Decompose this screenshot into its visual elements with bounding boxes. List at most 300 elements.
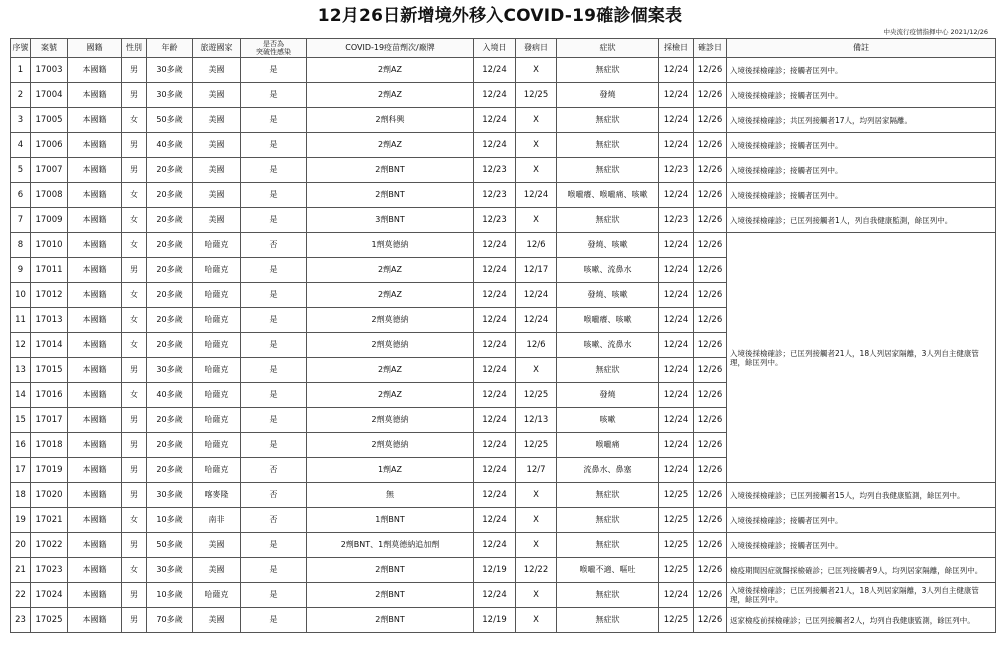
- case-number-cell: 17020: [31, 483, 68, 508]
- country-cell: 美國: [193, 108, 241, 133]
- breakthrough-cell: 是: [241, 183, 307, 208]
- age-cell: 20多歲: [147, 283, 193, 308]
- sample-date-cell: 12/24: [659, 308, 694, 333]
- nationality-cell: 本國籍: [68, 208, 122, 233]
- sample-date-cell: 12/23: [659, 208, 694, 233]
- symptom-cell: 喉嚨癢、喉嚨痛、咳嗽: [557, 183, 659, 208]
- sex-cell: 男: [122, 58, 147, 83]
- vaccine-cell: 1劑BNT: [307, 508, 474, 533]
- age-cell: 30多歲: [147, 483, 193, 508]
- symptom-cell: 無症狀: [557, 108, 659, 133]
- sample-date-cell: 12/24: [659, 58, 694, 83]
- sample-date-cell: 12/24: [659, 458, 694, 483]
- symptom-cell: 喉嚨痛: [557, 433, 659, 458]
- table-row: [11, 208, 996, 233]
- note-cell: 入境後採檢確診；接觸者匡列中。: [727, 508, 996, 533]
- entry-date-cell: 12/24: [474, 108, 516, 133]
- nationality-cell: 本國籍: [68, 608, 122, 633]
- country-cell: 哈薩克: [193, 333, 241, 358]
- table-row: [11, 558, 996, 583]
- case-number-cell: 17011: [31, 258, 68, 283]
- symptom-cell: 喉嚨不適、嘔吐: [557, 558, 659, 583]
- vaccine-cell: 2劑BNT: [307, 583, 474, 608]
- sex-cell: 男: [122, 458, 147, 483]
- age-cell: 40多歲: [147, 383, 193, 408]
- symptom-cell: 咳嗽、流鼻水: [557, 258, 659, 283]
- sample-date-cell: 12/25: [659, 508, 694, 533]
- entry-date-cell: 12/24: [474, 408, 516, 433]
- note-cell: 入境後採檢確診；接觸者匡列中。: [727, 133, 996, 158]
- age-cell: 70多歲: [147, 608, 193, 633]
- vaccine-cell: 2劑AZ: [307, 383, 474, 408]
- seq-cell: 11: [11, 308, 31, 333]
- symptom-cell: 無症狀: [557, 158, 659, 183]
- breakthrough-cell: 是: [241, 558, 307, 583]
- confirm-date-cell: 12/26: [694, 183, 727, 208]
- col-header-breakthrough: 是否為 突破性感染: [241, 39, 307, 58]
- case-number-cell: 17012: [31, 283, 68, 308]
- sex-cell: 男: [122, 83, 147, 108]
- onset-date-cell: 12/6: [516, 233, 557, 258]
- sex-cell: 女: [122, 383, 147, 408]
- sample-date-cell: 12/24: [659, 583, 694, 608]
- case-number-cell: 17013: [31, 308, 68, 333]
- country-cell: 哈薩克: [193, 283, 241, 308]
- case-number-cell: 17007: [31, 158, 68, 183]
- onset-date-cell: 12/25: [516, 383, 557, 408]
- country-cell: 美國: [193, 158, 241, 183]
- case-number-cell: 17008: [31, 183, 68, 208]
- breakthrough-cell: 是: [241, 58, 307, 83]
- confirm-date-cell: 12/26: [694, 433, 727, 458]
- country-cell: 美國: [193, 208, 241, 233]
- seq-cell: 5: [11, 158, 31, 183]
- breakthrough-cell: 是: [241, 608, 307, 633]
- sex-cell: 男: [122, 533, 147, 558]
- confirm-date-cell: 12/26: [694, 408, 727, 433]
- table-row: [11, 83, 996, 108]
- country-cell: 哈薩克: [193, 383, 241, 408]
- confirm-date-cell: 12/26: [694, 83, 727, 108]
- seq-cell: 18: [11, 483, 31, 508]
- sample-date-cell: 12/24: [659, 333, 694, 358]
- sex-cell: 男: [122, 408, 147, 433]
- nationality-cell: 本國籍: [68, 258, 122, 283]
- age-cell: 20多歲: [147, 458, 193, 483]
- vaccine-cell: 2劑BNT: [307, 183, 474, 208]
- case-number-cell: 17005: [31, 108, 68, 133]
- onset-date-cell: X: [516, 208, 557, 233]
- breakthrough-cell: 否: [241, 233, 307, 258]
- age-cell: 20多歲: [147, 208, 193, 233]
- sample-date-cell: 12/24: [659, 108, 694, 133]
- confirm-date-cell: 12/26: [694, 233, 727, 258]
- sex-cell: 女: [122, 233, 147, 258]
- cases-body: [11, 58, 996, 633]
- onset-date-cell: X: [516, 608, 557, 633]
- sample-date-cell: 12/24: [659, 83, 694, 108]
- entry-date-cell: 12/23: [474, 183, 516, 208]
- case-number-cell: 17009: [31, 208, 68, 233]
- sex-cell: 男: [122, 583, 147, 608]
- vaccine-cell: 2劑AZ: [307, 258, 474, 283]
- age-cell: 40多歲: [147, 133, 193, 158]
- case-number-cell: 17004: [31, 83, 68, 108]
- sex-cell: 女: [122, 208, 147, 233]
- sex-cell: 男: [122, 358, 147, 383]
- onset-date-cell: X: [516, 583, 557, 608]
- note-cell: 入境後採檢確診；已匡列接觸者1人，列自我健康監測，餘匡列中。: [727, 208, 996, 233]
- confirm-date-cell: 12/26: [694, 333, 727, 358]
- sex-cell: 男: [122, 483, 147, 508]
- symptom-cell: 發燒、咳嗽: [557, 283, 659, 308]
- nationality-cell: 本國籍: [68, 358, 122, 383]
- onset-date-cell: 12/25: [516, 433, 557, 458]
- col-header-vaccine: COVID-19疫苗劑次/廠牌: [307, 39, 474, 58]
- col-header-nationality: 國籍: [68, 39, 122, 58]
- sample-date-cell: 12/24: [659, 183, 694, 208]
- age-cell: 50多歲: [147, 108, 193, 133]
- table-row: [11, 483, 996, 508]
- vaccine-cell: 2劑BNT: [307, 158, 474, 183]
- table-row: [11, 533, 996, 558]
- symptom-cell: 無症狀: [557, 133, 659, 158]
- country-cell: 美國: [193, 133, 241, 158]
- breakthrough-cell: 否: [241, 508, 307, 533]
- entry-date-cell: 12/19: [474, 608, 516, 633]
- nationality-cell: 本國籍: [68, 433, 122, 458]
- case-number-cell: 17024: [31, 583, 68, 608]
- table-row: [11, 583, 996, 608]
- breakthrough-cell: 是: [241, 208, 307, 233]
- entry-date-cell: 12/19: [474, 558, 516, 583]
- vaccine-cell: 1劑莫德納: [307, 233, 474, 258]
- breakthrough-cell: 是: [241, 258, 307, 283]
- entry-date-cell: 12/24: [474, 483, 516, 508]
- vaccine-cell: 2劑BNT: [307, 558, 474, 583]
- entry-date-cell: 12/24: [474, 458, 516, 483]
- page-title: 12月26日新增境外移入COVID-19確診個案表: [317, 6, 683, 26]
- note-cell: 入境後採檢確診；接觸者匡列中。: [727, 158, 996, 183]
- nationality-cell: 本國籍: [68, 108, 122, 133]
- sample-date-cell: 12/24: [659, 408, 694, 433]
- seq-cell: 8: [11, 233, 31, 258]
- sample-date-cell: 12/25: [659, 483, 694, 508]
- seq-cell: 2: [11, 83, 31, 108]
- confirm-date-cell: 12/26: [694, 458, 727, 483]
- entry-date-cell: 12/24: [474, 83, 516, 108]
- sex-cell: 女: [122, 508, 147, 533]
- confirm-date-cell: 12/26: [694, 158, 727, 183]
- sample-date-cell: 12/25: [659, 533, 694, 558]
- age-cell: 20多歲: [147, 233, 193, 258]
- case-number-cell: 17023: [31, 558, 68, 583]
- seq-cell: 3: [11, 108, 31, 133]
- confirm-date-cell: 12/26: [694, 108, 727, 133]
- case-number-cell: 17025: [31, 608, 68, 633]
- age-cell: 30多歲: [147, 58, 193, 83]
- case-number-cell: 17010: [31, 233, 68, 258]
- entry-date-cell: 12/24: [474, 383, 516, 408]
- onset-date-cell: X: [516, 108, 557, 133]
- age-cell: 20多歲: [147, 258, 193, 283]
- entry-date-cell: 12/24: [474, 58, 516, 83]
- sex-cell: 男: [122, 158, 147, 183]
- vaccine-cell: 2劑科興: [307, 108, 474, 133]
- age-cell: 10多歲: [147, 583, 193, 608]
- col-header-country: 旅遊國家: [193, 39, 241, 58]
- entry-date-cell: 12/24: [474, 433, 516, 458]
- onset-date-cell: X: [516, 133, 557, 158]
- sample-date-cell: 12/24: [659, 358, 694, 383]
- symptom-cell: 發燒: [557, 383, 659, 408]
- entry-date-cell: 12/24: [474, 233, 516, 258]
- table-row: [11, 133, 996, 158]
- sex-cell: 女: [122, 558, 147, 583]
- vaccine-cell: 2劑BNT、1劑莫德納追加劑: [307, 533, 474, 558]
- seq-cell: 13: [11, 358, 31, 383]
- col-header-symptom: 症狀: [557, 39, 659, 58]
- col-header-entry: 入境日: [474, 39, 516, 58]
- country-cell: 哈薩克: [193, 233, 241, 258]
- entry-date-cell: 12/23: [474, 208, 516, 233]
- sex-cell: 男: [122, 433, 147, 458]
- entry-date-cell: 12/24: [474, 308, 516, 333]
- entry-date-cell: 12/24: [474, 358, 516, 383]
- table-row: [11, 108, 996, 133]
- nationality-cell: 本國籍: [68, 333, 122, 358]
- seq-cell: 19: [11, 508, 31, 533]
- symptom-cell: 無症狀: [557, 208, 659, 233]
- age-cell: 20多歲: [147, 408, 193, 433]
- table-row: [11, 158, 996, 183]
- case-number-cell: 17018: [31, 433, 68, 458]
- confirm-date-cell: 12/26: [694, 483, 727, 508]
- nationality-cell: 本國籍: [68, 408, 122, 433]
- vaccine-cell: 3劑BNT: [307, 208, 474, 233]
- confirm-date-cell: 12/26: [694, 258, 727, 283]
- onset-date-cell: 12/17: [516, 258, 557, 283]
- symptom-cell: 無症狀: [557, 608, 659, 633]
- col-header-age: 年齡: [147, 39, 193, 58]
- confirm-date-cell: 12/26: [694, 508, 727, 533]
- symptom-cell: 無症狀: [557, 58, 659, 83]
- country-cell: 哈薩克: [193, 458, 241, 483]
- nationality-cell: 本國籍: [68, 583, 122, 608]
- seq-cell: 22: [11, 583, 31, 608]
- symptom-cell: 無症狀: [557, 483, 659, 508]
- country-cell: 哈薩克: [193, 358, 241, 383]
- note-cell: 入境後採檢確診；接觸者匡列中。: [727, 58, 996, 83]
- sex-cell: 女: [122, 283, 147, 308]
- confirm-date-cell: 12/26: [694, 383, 727, 408]
- onset-date-cell: 12/24: [516, 308, 557, 333]
- seq-cell: 9: [11, 258, 31, 283]
- breakthrough-cell: 否: [241, 483, 307, 508]
- sex-cell: 女: [122, 333, 147, 358]
- onset-date-cell: 12/25: [516, 83, 557, 108]
- seq-cell: 10: [11, 283, 31, 308]
- col-header-case: 案號: [31, 39, 68, 58]
- entry-date-cell: 12/24: [474, 133, 516, 158]
- symptom-cell: 發燒、咳嗽: [557, 233, 659, 258]
- confirm-date-cell: 12/26: [694, 283, 727, 308]
- onset-date-cell: X: [516, 483, 557, 508]
- sex-cell: 男: [122, 133, 147, 158]
- table-row: [11, 183, 996, 208]
- breakthrough-cell: 是: [241, 408, 307, 433]
- case-number-cell: 17019: [31, 458, 68, 483]
- symptom-cell: 無症狀: [557, 358, 659, 383]
- table-row: [11, 58, 996, 83]
- breakthrough-cell: 是: [241, 333, 307, 358]
- age-cell: 30多歲: [147, 358, 193, 383]
- symptom-cell: 咳嗽、流鼻水: [557, 333, 659, 358]
- onset-date-cell: 12/22: [516, 558, 557, 583]
- seq-cell: 7: [11, 208, 31, 233]
- cases-table: [10, 38, 996, 633]
- table-row: [11, 508, 996, 533]
- note-cell: 返家檢疫前採檢確診；已匡列接觸者2人，均列自我健康監測，餘匡列中。: [727, 608, 996, 633]
- vaccine-cell: 無: [307, 483, 474, 508]
- country-cell: 美國: [193, 183, 241, 208]
- confirm-date-cell: 12/26: [694, 133, 727, 158]
- nationality-cell: 本國籍: [68, 458, 122, 483]
- age-cell: 20多歲: [147, 433, 193, 458]
- nationality-cell: 本國籍: [68, 283, 122, 308]
- country-cell: 美國: [193, 83, 241, 108]
- col-header-confirm: 確診日: [694, 39, 727, 58]
- sample-date-cell: 12/25: [659, 608, 694, 633]
- country-cell: 喀麥隆: [193, 483, 241, 508]
- entry-date-cell: 12/24: [474, 258, 516, 283]
- sample-date-cell: 12/24: [659, 233, 694, 258]
- onset-date-cell: 12/24: [516, 183, 557, 208]
- confirm-date-cell: 12/26: [694, 208, 727, 233]
- country-cell: 哈薩克: [193, 308, 241, 333]
- age-cell: 30多歲: [147, 558, 193, 583]
- note-cell: 入境後採檢確診；共匡列接觸者17人，均列居家隔離。: [727, 108, 996, 133]
- sample-date-cell: 12/24: [659, 258, 694, 283]
- entry-date-cell: 12/24: [474, 333, 516, 358]
- breakthrough-cell: 是: [241, 133, 307, 158]
- nationality-cell: 本國籍: [68, 508, 122, 533]
- onset-date-cell: X: [516, 508, 557, 533]
- vaccine-cell: 2劑AZ: [307, 283, 474, 308]
- breakthrough-cell: 是: [241, 358, 307, 383]
- nationality-cell: 本國籍: [68, 58, 122, 83]
- confirm-date-cell: 12/26: [694, 558, 727, 583]
- sex-cell: 女: [122, 108, 147, 133]
- vaccine-cell: 2劑莫德納: [307, 408, 474, 433]
- onset-date-cell: 12/6: [516, 333, 557, 358]
- vaccine-cell: 2劑BNT: [307, 608, 474, 633]
- col-header-seq: 序號: [11, 39, 31, 58]
- case-number-cell: 17016: [31, 383, 68, 408]
- sex-cell: 男: [122, 608, 147, 633]
- breakthrough-cell: 是: [241, 383, 307, 408]
- seq-cell: 14: [11, 383, 31, 408]
- onset-date-cell: X: [516, 158, 557, 183]
- age-cell: 20多歲: [147, 308, 193, 333]
- breakthrough-cell: 是: [241, 108, 307, 133]
- symptom-cell: 無症狀: [557, 533, 659, 558]
- col-header-note: 備註: [727, 39, 996, 58]
- seq-cell: 1: [11, 58, 31, 83]
- entry-date-cell: 12/24: [474, 583, 516, 608]
- col-header-sample: 採檢日: [659, 39, 694, 58]
- vaccine-cell: 2劑莫德納: [307, 308, 474, 333]
- nationality-cell: 本國籍: [68, 233, 122, 258]
- country-cell: 哈薩克: [193, 583, 241, 608]
- country-cell: 美國: [193, 58, 241, 83]
- vaccine-cell: 1劑AZ: [307, 458, 474, 483]
- nationality-cell: 本國籍: [68, 558, 122, 583]
- symptom-cell: 發燒: [557, 83, 659, 108]
- age-cell: 20多歲: [147, 158, 193, 183]
- breakthrough-cell: 否: [241, 458, 307, 483]
- sex-cell: 女: [122, 183, 147, 208]
- confirm-date-cell: 12/26: [694, 533, 727, 558]
- entry-date-cell: 12/24: [474, 508, 516, 533]
- confirm-date-cell: 12/26: [694, 583, 727, 608]
- sample-date-cell: 12/23: [659, 158, 694, 183]
- confirm-date-cell: 12/26: [694, 308, 727, 333]
- nationality-cell: 本國籍: [68, 533, 122, 558]
- case-number-cell: 17017: [31, 408, 68, 433]
- onset-date-cell: 12/13: [516, 408, 557, 433]
- onset-date-cell: 12/24: [516, 283, 557, 308]
- symptom-cell: 無症狀: [557, 583, 659, 608]
- breakthrough-cell: 是: [241, 433, 307, 458]
- symptom-cell: 喉嚨癢、咳嗽: [557, 308, 659, 333]
- breakthrough-cell: 是: [241, 83, 307, 108]
- entry-date-cell: 12/23: [474, 158, 516, 183]
- symptom-cell: 咳嗽: [557, 408, 659, 433]
- entry-date-cell: 12/24: [474, 283, 516, 308]
- seq-cell: 23: [11, 608, 31, 633]
- note-cell: 檢疫期間因症就醫採檢確診；已匡列接觸者9人，均列居家隔離，餘匡列中。: [727, 558, 996, 583]
- sex-cell: 女: [122, 308, 147, 333]
- entry-date-cell: 12/24: [474, 533, 516, 558]
- case-number-cell: 17003: [31, 58, 68, 83]
- seq-cell: 16: [11, 433, 31, 458]
- symptom-cell: 流鼻水、鼻塞: [557, 458, 659, 483]
- seq-cell: 20: [11, 533, 31, 558]
- seq-cell: 12: [11, 333, 31, 358]
- seq-cell: 21: [11, 558, 31, 583]
- breakthrough-cell: 是: [241, 308, 307, 333]
- seq-cell: 15: [11, 408, 31, 433]
- nationality-cell: 本國籍: [68, 183, 122, 208]
- table-row: [11, 608, 996, 633]
- sample-date-cell: 12/24: [659, 133, 694, 158]
- source-date: 中央流行疫情指揮中心 2021/12/26: [883, 28, 988, 36]
- breakthrough-cell: 是: [241, 283, 307, 308]
- vaccine-cell: 2劑莫德納: [307, 433, 474, 458]
- breakthrough-cell: 是: [241, 583, 307, 608]
- case-number-cell: 17021: [31, 508, 68, 533]
- onset-date-cell: X: [516, 358, 557, 383]
- vaccine-cell: 2劑AZ: [307, 83, 474, 108]
- confirm-date-cell: 12/26: [694, 358, 727, 383]
- country-cell: 哈薩克: [193, 258, 241, 283]
- country-cell: 哈薩克: [193, 408, 241, 433]
- age-cell: 50多歲: [147, 533, 193, 558]
- onset-date-cell: X: [516, 58, 557, 83]
- breakthrough-cell: 是: [241, 533, 307, 558]
- col-header-onset: 發病日: [516, 39, 557, 58]
